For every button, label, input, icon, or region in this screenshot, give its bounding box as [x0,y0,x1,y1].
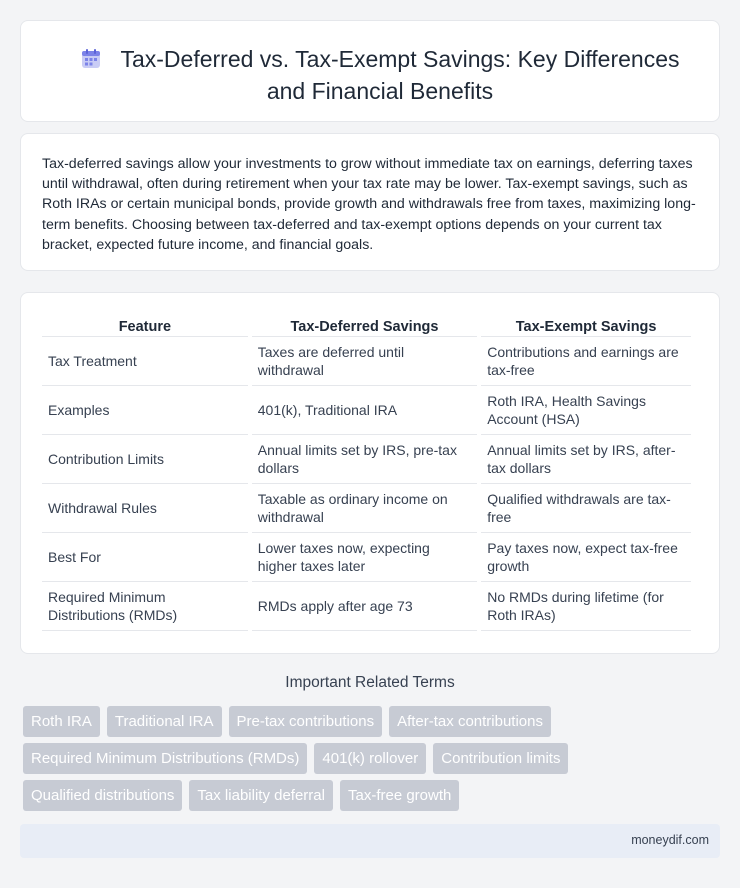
tag-rmds[interactable]: Required Minimum Distributions (RMDs) [23,743,307,774]
row-feature-cell: Best For [42,533,248,582]
tag-row [23,706,623,737]
related-terms-list [23,706,623,817]
header-tax-deferred: Tax-Deferred Savings [252,313,477,337]
tag-qualified-distributions[interactable]: Qualified distributions [23,780,182,811]
header-card [20,20,720,122]
header-feature: Feature [42,313,248,337]
intro-paragraph: Tax-deferred savings allow your investments to grow without immediate tax on earnings, deferring taxes until withdrawal, often during retirement when your tax rate may be lower. Tax-exempt savings, such as Roth IRAs or certain municipal bonds, provide growth and withdrawals free from taxes, maximizing long-term benefits. Choosing between tax-deferred and tax-exempt options depends on your current tax bracket, expected future income, and financial goals. [42,156,696,253]
row-feature-cell: Examples [42,386,248,435]
tag-after-tax-contributions[interactable]: After-tax contributions [389,706,551,737]
row-deferred-cell: 401(k), Traditional IRA [252,386,477,435]
row-exempt-cell: No RMDs during lifetime (for Roth IRAs) [481,582,691,631]
intro-card [20,133,720,271]
row-feature-cell: Tax Treatment [42,337,248,386]
row-exempt-cell: Roth IRA, Health Savings Account (HSA) [481,386,691,435]
tag-tax-free-growth[interactable]: Tax-free growth [340,780,459,811]
row-exempt-cell: Qualified withdrawals are tax-free [481,484,691,533]
title-line-2: and Financial Benefits [266,78,494,104]
tag-401k-rollover[interactable]: 401(k) rollover [314,743,426,774]
footer [20,824,720,858]
table-row [42,533,691,582]
tag-row [23,743,623,774]
tag-roth-ira[interactable]: Roth IRA [23,706,100,737]
row-exempt-cell: Contributions and earnings are tax-free [481,337,691,386]
row-feature-cell: Required Minimum Distributions (RMDs) [42,582,248,631]
table-row [42,435,691,484]
row-feature-cell: Contribution Limits [42,435,248,484]
tag-contribution-limits[interactable]: Contribution limits [433,743,568,774]
title-line-1: Tax-Deferred vs. Tax-Exempt Savings: Key Differences [120,46,680,72]
row-exempt-cell: Pay taxes now, expect tax-free growth [481,533,691,582]
row-deferred-cell: Taxable as ordinary income on withdrawal [252,484,477,533]
table-row [42,386,691,435]
footer-site-link[interactable]: moneydif.com [631,833,709,847]
table-row [42,484,691,533]
related-terms-heading: Important Related Terms [285,674,455,691]
comparison-card [20,292,720,654]
tag-tax-liability-deferral[interactable]: Tax liability deferral [189,780,333,811]
row-deferred-cell: Annual limits set by IRS, pre-tax dollars [252,435,477,484]
tag-traditional-ira[interactable]: Traditional IRA [107,706,222,737]
comparison-table [38,313,695,631]
table-row [42,582,691,631]
calendar-icon [80,48,102,77]
tag-row [23,780,623,811]
header-tax-exempt: Tax-Exempt Savings [481,313,691,337]
tag-pre-tax-contributions[interactable]: Pre-tax contributions [229,706,383,737]
row-deferred-cell: RMDs apply after age 73 [252,582,477,631]
row-feature-cell: Withdrawal Rules [42,484,248,533]
row-deferred-cell: Lower taxes now, expecting higher taxes later [252,533,477,582]
row-deferred-cell: Taxes are deferred until withdrawal [252,337,477,386]
table-row [42,337,691,386]
table-header-row [42,313,691,337]
page-title [61,45,699,106]
row-exempt-cell: Annual limits set by IRS, after-tax dollars [481,435,691,484]
